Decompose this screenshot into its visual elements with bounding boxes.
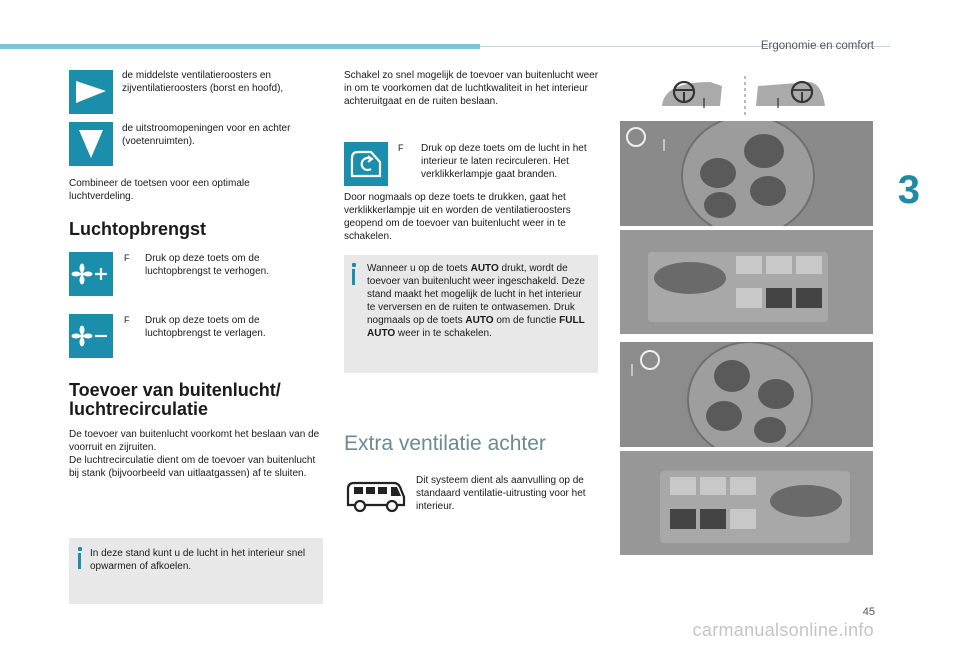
fan-plus-icon: [69, 252, 113, 296]
rear-vents-photo-1: [620, 121, 873, 226]
section-title: Ergonomie en comfort: [760, 40, 874, 52]
van-icon: [344, 475, 408, 515]
airflow-down-text: Druk op deze toets om de luchtopbrengst te verlagen.: [145, 315, 266, 339]
item-middle-vents: de middelste ventilatieroosters en zijventilatieroosters (borst en hoofd),: [122, 70, 284, 94]
note-box-auto: [344, 255, 598, 373]
recirc-heading-line2: luchtrecirculatie: [69, 399, 209, 419]
combine-text: Combineer de toetsen voor een optimale luchtverdeling.: [69, 178, 250, 202]
control-panel-photo-1: [620, 230, 873, 334]
note-auto-p1: Wanneer u op de toets: [367, 263, 471, 274]
vent-chest-icon: [69, 70, 113, 114]
note-heating-text: In deze stand kunt u de lucht in het interieur snel opwarmen of afkoelen.: [90, 548, 306, 572]
info-icon-bar: [352, 269, 355, 285]
header-accent-bar: [0, 44, 480, 49]
recirc-heading-line1: Toevoer van buitenlucht/: [69, 380, 281, 400]
chapter-number: 3: [897, 168, 920, 212]
airflow-heading: Luchtopbrengst: [69, 219, 206, 239]
note-auto-p4: weer in te schakelen.: [395, 328, 492, 339]
recirc-description: De toevoer van buitenlucht voorkomt het beslaan van de voorruit en zijruiten. De luchtrecirculatie dient om de toevoer van buitenlucht bij stank (bijvoorbeeld van uitlaatgassen) af te sluiten.: [69, 429, 320, 479]
control-panel-photo-2: [620, 451, 873, 555]
info-icon: [78, 547, 82, 551]
outside-air-intro: Schakel zo snel mogelijk de toevoer van buitenlucht weer in om te voorkomen dat de luchtkwaliteit in het interieur achteruitgaat en de ruiten beslaan.: [344, 70, 599, 107]
steering-wheel-diagram: [660, 76, 860, 116]
info-icon-bar: [78, 553, 81, 569]
auto-label: AUTO: [465, 315, 494, 326]
note-auto-p2: drukt, wordt de toevoer van buitenlucht weer ingeschakeld. Deze stand maakt het mogelijk de lucht in het interieur te verversen en de ruiten te ontwasemen. Druk nogmaals op de toets: [367, 263, 585, 326]
watermark: carmanualsonline.info: [692, 620, 874, 640]
info-icon: [352, 263, 356, 267]
bullet-marker: F: [124, 253, 130, 263]
rear-ventilation-heading: Extra ventilatie achter: [344, 432, 546, 455]
auto-label: AUTO: [470, 263, 499, 274]
page-number: 45: [862, 606, 875, 618]
rear-ventilation-text: Dit systeem dient als aanvulling op de standaard ventilatie-uitrusting voor het interieur.: [416, 475, 586, 512]
press-again-text: Door nogmaals op deze toets te drukken, gaat het verklikkerlampje uit en worden de ventilatieroosters geopend om de toevoer van buitenlucht weer in te schakelen.: [344, 192, 571, 242]
note-box-heating: [69, 538, 323, 604]
recirculation-icon: [344, 142, 388, 186]
bullet-marker: F: [398, 143, 404, 153]
bullet-marker: F: [124, 315, 130, 325]
note-auto-p3: om de functie: [493, 315, 560, 326]
airflow-up-text: Druk op deze toets om de luchtopbrengst te verhogen.: [145, 253, 269, 277]
recirc-press-text: Druk op deze toets om de lucht in het interieur te laten recirculeren. Het verklikkerlampje gaat branden.: [421, 143, 587, 180]
fan-minus-icon: [69, 314, 113, 358]
note-auto-text: [367, 262, 589, 340]
rear-vents-photo-2: [620, 342, 873, 447]
full-auto-label: FULL AUTO: [367, 315, 585, 339]
vent-feet-icon: [69, 122, 113, 166]
item-feet-vents: de uitstroomopeningen voor en achter (voetenruimten).: [122, 123, 291, 147]
